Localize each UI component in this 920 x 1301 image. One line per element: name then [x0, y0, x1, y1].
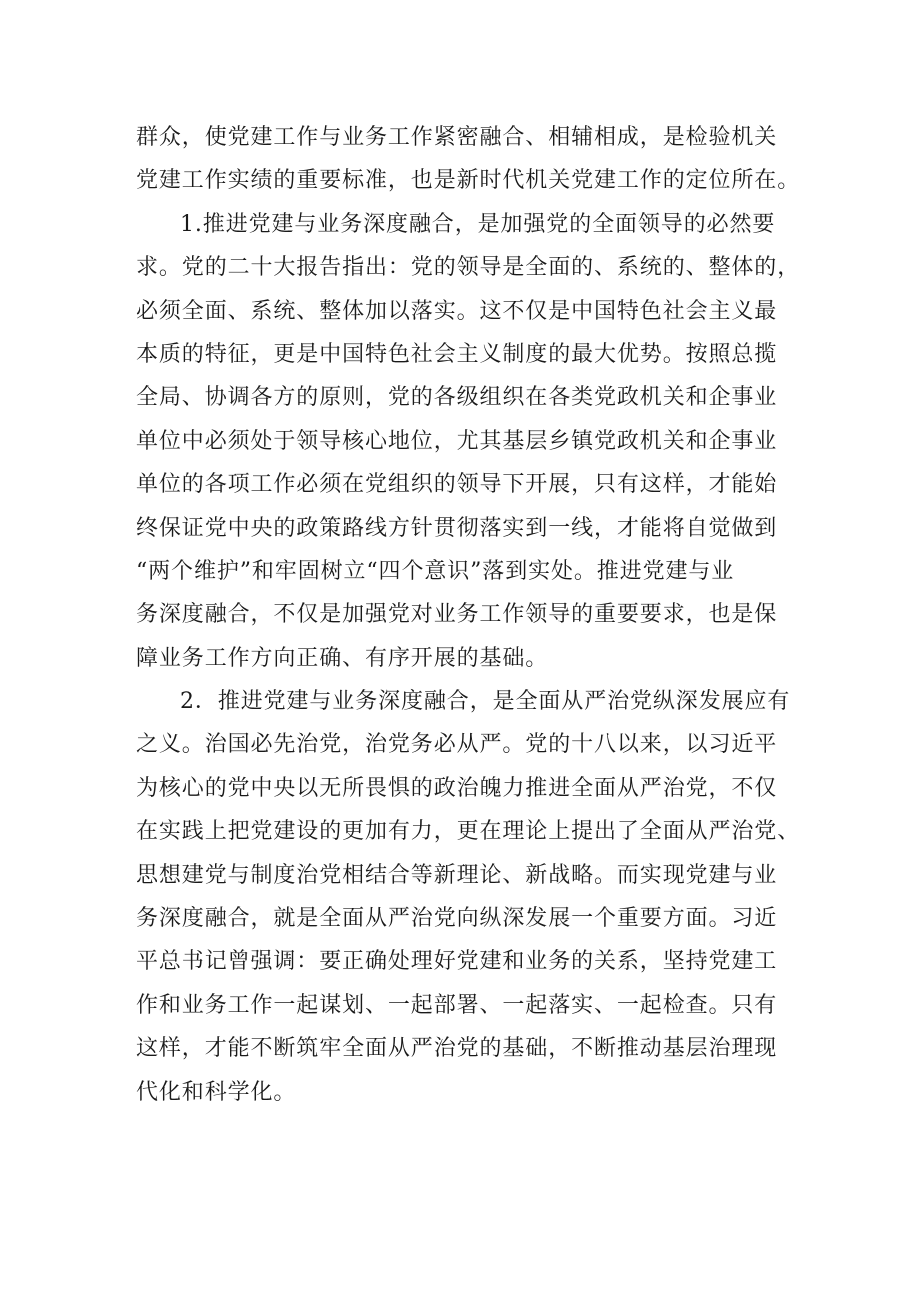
text-line: 单位的各项工作必须在党组织的领导下开展，只有这样，才能始 — [136, 472, 778, 498]
text-line: 全局、协调各方的原则，党的各级组织在各类党政机关和企事业 — [136, 385, 778, 411]
paragraph-intro — [136, 116, 801, 203]
text-line: 障业务工作方向正确、有序开展的基础。 — [136, 645, 549, 671]
text-line: 务深度融合，就是全面从严治党向纵深发展一个重要方面。习近 — [136, 906, 778, 932]
text-line: 在实践上把党建设的更加有力，更在理论上提出了全面从严治党、 — [136, 819, 801, 845]
text-line: 必须全面、系统、整体加以落实。这不仅是中国特色社会主义最 — [136, 298, 778, 324]
text-line: 本质的特征，更是中国特色社会主义制度的最大优势。按照总揽 — [136, 341, 778, 367]
text-line: 为核心的党中央以无所畏惧的政治魄力推进全面从严治党，不仅 — [136, 775, 778, 801]
text-line: 群众，使党建工作与业务工作紧密融合、相辅相成，是检验机关 — [136, 125, 778, 150]
text-line: 党建工作实绩的重要标准，也是新时代机关党建工作的定位所在。 — [136, 168, 801, 194]
text-line: 求。党的二十大报告指出：党的领导是全面的、系统的、整体的， — [136, 255, 801, 281]
text-line: 终保证党中央的政策路线方针贯彻落实到一线，才能将自觉做到 — [136, 515, 778, 541]
text-line: 1.推进党建与业务深度融合，是加强党的全面领导的必然要 — [180, 211, 776, 237]
text-line: 之义。治国必先治党，治党务必从严。党的十八以来，以习近平 — [136, 732, 778, 758]
text-line: 思想建党与制度治党相结合等新理论、新战略。而实现党建与业 — [136, 862, 778, 888]
text-line: 这样，才能不断筑牢全面从严治党的基础，不断推动基层治理现 — [136, 1036, 778, 1062]
text-line: 代化和科学化。 — [136, 1079, 297, 1105]
paragraph-1 — [136, 203, 801, 680]
text-line: 平总书记曾强调：要正确处理好党建和业务的关系，坚持党建工 — [136, 949, 778, 975]
text-line: “两个维护”和牢固树立“四个意识”落到实处。推进党建与业 — [136, 558, 735, 584]
text-line: 2．推进党建与业务深度融合，是全面从严治党纵深发展应有 — [180, 689, 791, 715]
text-line: 务深度融合，不仅是加强党对业务工作领导的重要要求，也是保 — [136, 602, 778, 628]
paragraph-2 — [136, 680, 801, 1114]
text-line: 作和业务工作一起谋划、一起部署、一起落实、一起检查。只有 — [136, 992, 778, 1018]
document-body — [136, 116, 801, 1114]
text-line: 单位中必须处于领导核心地位，尤其基层乡镇党政机关和企事业 — [136, 428, 778, 454]
